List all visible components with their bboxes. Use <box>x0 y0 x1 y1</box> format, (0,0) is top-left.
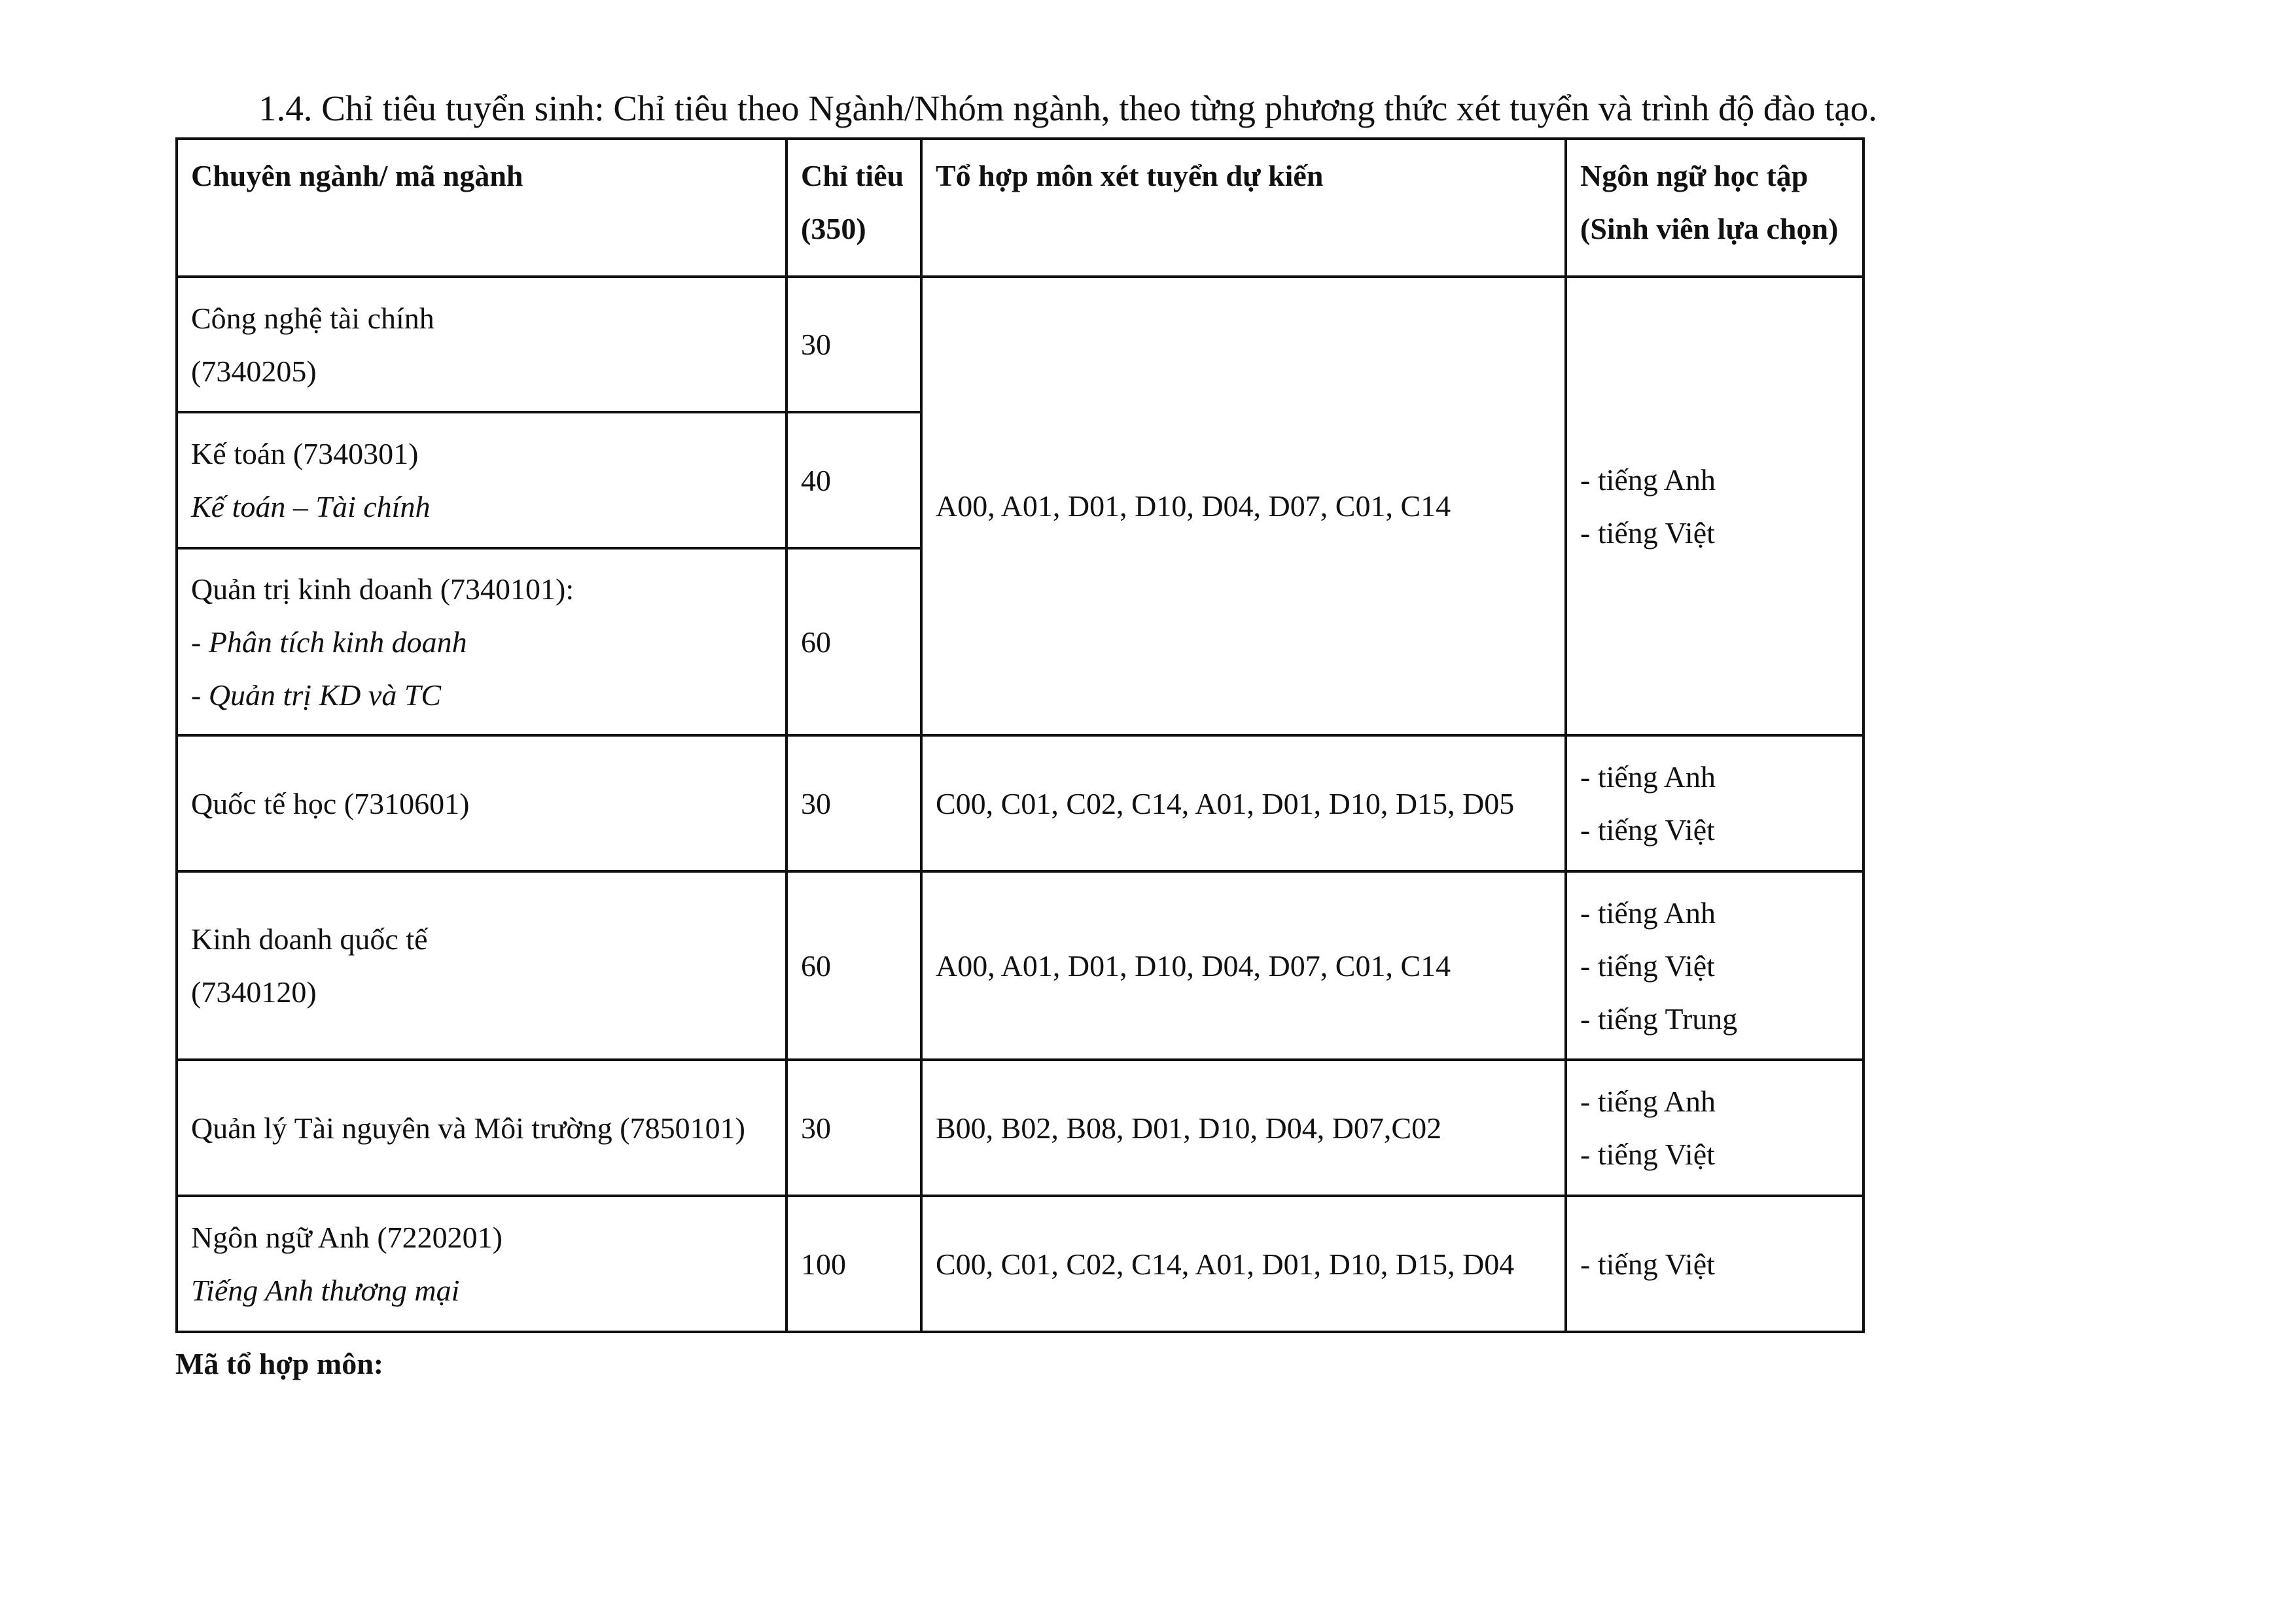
header-language: Ngôn ngữ học tập (Sinh viên lựa chọn) <box>1566 139 1863 277</box>
subjects-cell: A00, A01, D01, D10, D04, D07, C01, C14 <box>921 871 1566 1060</box>
quota-cell: 30 <box>786 735 921 871</box>
quota-cell: 100 <box>786 1196 921 1332</box>
language-cell: - tiếng Anh - tiếng Việt <box>1566 735 1863 871</box>
header-quota: Chỉ tiêu (350) <box>786 139 921 277</box>
section-heading: 1.4. Chỉ tiêu tuyển sinh: Chỉ tiêu theo Ngành/Nhóm ngành, theo từng phương thức xét tuyển và trình độ đào tạo. <box>258 88 1878 128</box>
subjects-cell: C00, C01, C02, C14, A01, D01, D10, D15, D04 <box>921 1196 1566 1332</box>
subjects-cell: A00, A01, D01, D10, D04, D07, C01, C14 <box>921 277 1566 735</box>
table-row <box>177 1196 1863 1332</box>
major-cell: Kế toán (7340301) Kế toán – Tài chính <box>177 412 786 548</box>
subjects-cell: C00, C01, C02, C14, A01, D01, D10, D15, D05 <box>921 735 1566 871</box>
header-major: Chuyên ngành/ mã ngành <box>177 139 786 277</box>
header-subjects: Tổ hợp môn xét tuyển dự kiến <box>921 139 1566 277</box>
admission-quota-table <box>175 137 1865 1333</box>
language-cell: - tiếng Anh - tiếng Việt - tiếng Trung <box>1566 871 1863 1060</box>
language-cell: - tiếng Việt <box>1566 1196 1863 1332</box>
subject-code-footnote: Mã tổ hợp môn: <box>175 1347 384 1380</box>
quota-cell: 60 <box>786 548 921 735</box>
quota-cell: 30 <box>786 277 921 412</box>
table-header-row <box>177 139 1863 277</box>
major-cell: Quốc tế học (7310601) <box>177 735 786 871</box>
subjects-cell: B00, B02, B08, D01, D10, D04, D07,C02 <box>921 1060 1566 1196</box>
major-cell: Quản trị kinh doanh (7340101): - Phân tích kinh doanh - Quản trị KD và TC <box>177 548 786 735</box>
major-cell: Kinh doanh quốc tế (7340120) <box>177 871 786 1060</box>
quota-cell: 60 <box>786 871 921 1060</box>
major-cell: Ngôn ngữ Anh (7220201) Tiếng Anh thương mại <box>177 1196 786 1332</box>
quota-cell: 30 <box>786 1060 921 1196</box>
quota-cell: 40 <box>786 412 921 548</box>
language-cell: - tiếng Anh - tiếng Việt <box>1566 1060 1863 1196</box>
table-row <box>177 1060 1863 1196</box>
table-row <box>177 871 1863 1060</box>
major-cell: Quản lý Tài nguyên và Môi trường (7850101) <box>177 1060 786 1196</box>
table-row <box>177 277 1863 412</box>
language-cell: - tiếng Anh - tiếng Việt <box>1566 277 1863 735</box>
major-cell: Công nghệ tài chính (7340205) <box>177 277 786 412</box>
table-row <box>177 735 1863 871</box>
